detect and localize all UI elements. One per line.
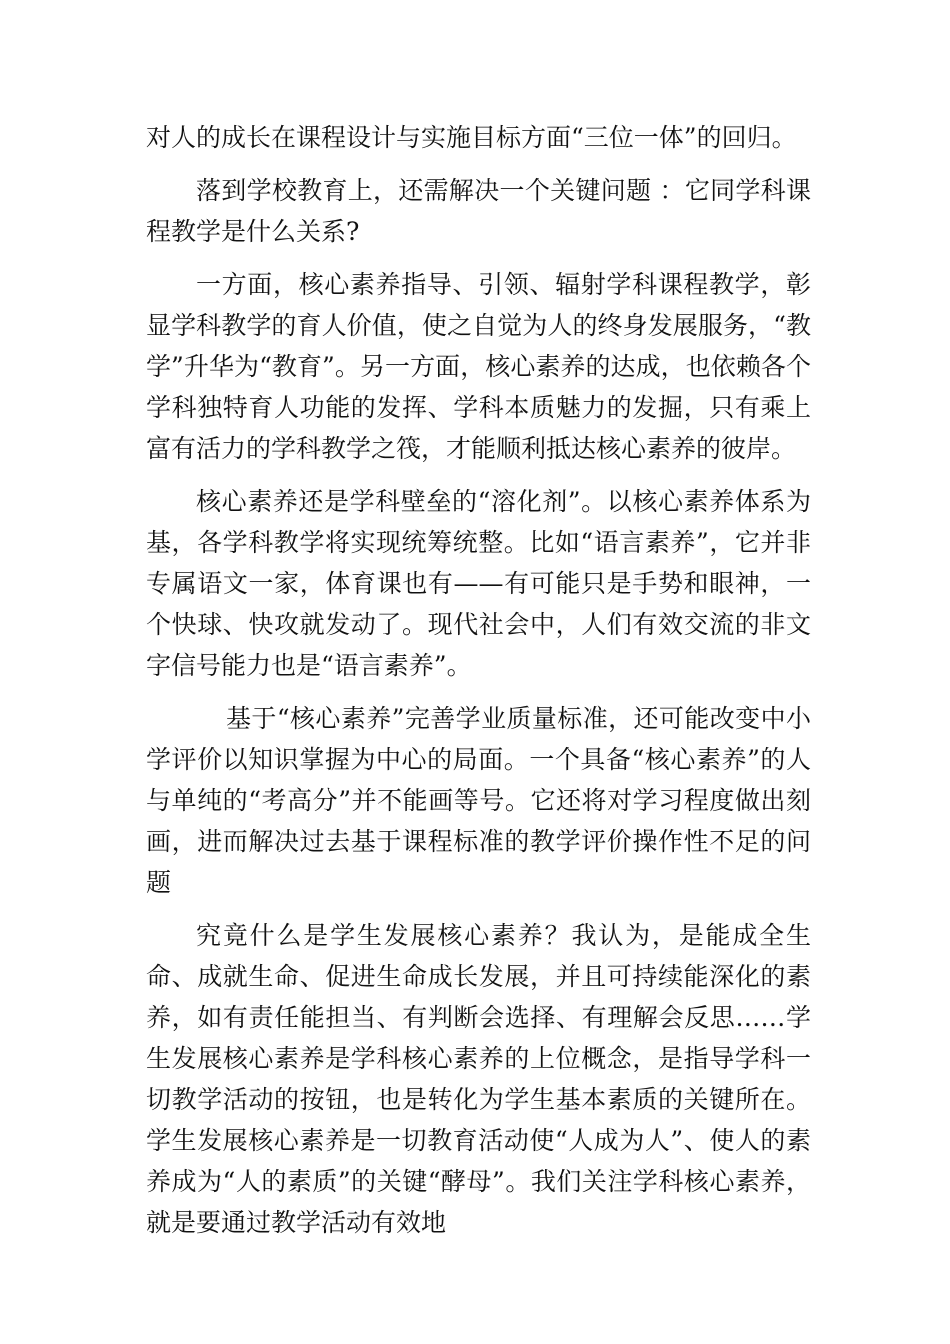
paragraph-6: 究竟什么是学生发展核心素养？我认为，是能成全生命、成就生命、促进生命成长发展，并且可持续能深化的素养，如有责任能担当、有判断会选择、有理解会反思……学生发展核心素养是学科核心素养的上位概念，是指导学科一切教学活动的按钮，也是转化为学生基本素质的关键所在。学生发展核心素养是一切教育活动使“人成为人”、使人的素养成为“人的素质”的关键“酵母”。我们关注学科核心素养，就是要通过教学活动有效地 — [146, 921, 811, 1237]
paragraph-2: 落到学校教育上，还需解决一个关键问题 ：它同学科课程教学是什么关系? — [146, 176, 811, 246]
paragraph-4: 核心素养还是学科壁垒的“溶化剂”。以核心素养体系为基，各学科教学将实现统筹统整。比如“语言素养”，它并非专属语文一家，体育课也有——有可能只是手势和眼神，一个快球、快攻就发动了。现代社会中，人们有效交流的非文字信号能力也是“语言素养”。 — [146, 487, 811, 680]
paragraph-3: 一方面，核心素养指导、引领、辐射学科课程教学，彰显学科教学的育人价值，使之自觉为人的终身发展服务，“教学”升华为“教育”。另一方面，核心素养的达成，也依赖各个学科独特育人功能的发挥、学科本质魅力的发掘，只有乘上富有活力的学科教学之筏，才能顺利抵达核心素养的彼岸。 — [146, 270, 811, 463]
paragraph-5: 基于“核心素养”完善学业质量标准，还可能改变中小学评价以知识掌握为中心的局面。一个具备“核心素养”的人与单纯的“考高分”并不能画等号。它还将对学习程度做出刻画，进而解决过去基于课程标准的教学评价操作性不足的问题 — [146, 704, 811, 897]
document-body — [146, 117, 811, 1255]
paragraph-1: 对人的成长在课程设计与实施目标方面“三位一体”的回归。 — [146, 123, 797, 152]
